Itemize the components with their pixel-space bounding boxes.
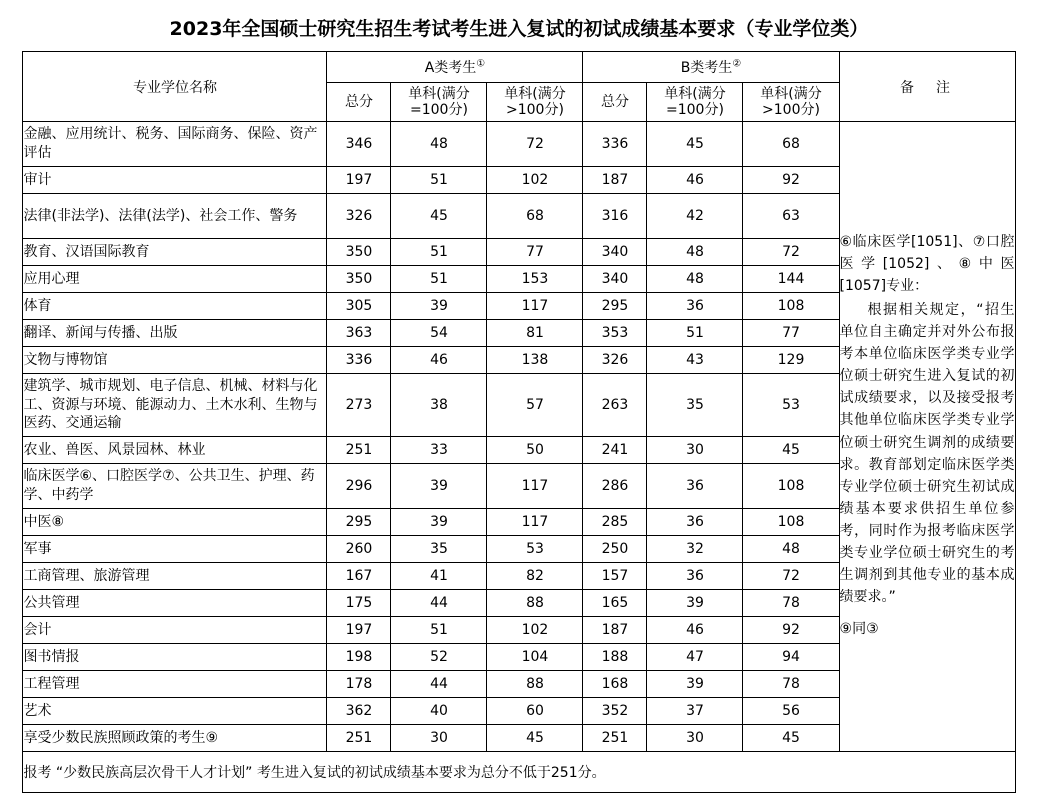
header-a-sub-eq100 xyxy=(391,83,487,122)
header-a-sub-gt100-line2: >100分) xyxy=(506,102,564,118)
row-value-b-total: 352 xyxy=(583,698,647,725)
row-value-a-gt: 104 xyxy=(487,644,583,671)
score-requirements-table xyxy=(22,51,1015,793)
note-cell xyxy=(839,122,1015,752)
row-value-b-eq: 30 xyxy=(647,725,743,752)
row-value-a-total: 363 xyxy=(327,320,391,347)
row-value-b-gt: 56 xyxy=(743,698,839,725)
row-value-b-gt: 92 xyxy=(743,167,839,194)
row-value-a-gt: 88 xyxy=(487,671,583,698)
row-value-b-total: 250 xyxy=(583,536,647,563)
header-group-a xyxy=(327,52,583,83)
row-value-a-total: 198 xyxy=(327,644,391,671)
row-major-name: 文物与博物馆 xyxy=(23,347,327,374)
row-value-a-gt: 153 xyxy=(487,266,583,293)
row-value-a-gt: 88 xyxy=(487,590,583,617)
row-value-a-eq: 44 xyxy=(391,671,487,698)
row-value-a-total: 305 xyxy=(327,293,391,320)
row-value-a-eq: 38 xyxy=(391,374,487,437)
row-value-b-eq: 46 xyxy=(647,167,743,194)
row-value-b-eq: 39 xyxy=(647,590,743,617)
row-value-a-gt: 45 xyxy=(487,725,583,752)
header-b-sub-eq100 xyxy=(647,83,743,122)
row-value-b-eq: 37 xyxy=(647,698,743,725)
row-value-b-gt: 108 xyxy=(743,464,839,509)
row-value-b-gt: 108 xyxy=(743,293,839,320)
row-value-b-total: 340 xyxy=(583,266,647,293)
header-a-sub-eq100-line1: 单科(满分 xyxy=(408,85,470,102)
row-value-b-gt: 77 xyxy=(743,320,839,347)
row-value-b-eq: 36 xyxy=(647,464,743,509)
row-value-b-total: 157 xyxy=(583,563,647,590)
row-value-a-eq: 51 xyxy=(391,266,487,293)
row-value-a-eq: 39 xyxy=(391,509,487,536)
row-value-b-eq: 42 xyxy=(647,194,743,239)
row-major-name: 审计 xyxy=(23,167,327,194)
row-value-b-gt: 129 xyxy=(743,347,839,374)
row-value-b-eq: 39 xyxy=(647,671,743,698)
row-value-b-gt: 78 xyxy=(743,671,839,698)
row-major-name: 艺术 xyxy=(23,698,327,725)
header-major-name: 专业学位名称 xyxy=(23,52,327,122)
row-value-b-gt: 78 xyxy=(743,590,839,617)
row-major-name: 体育 xyxy=(23,293,327,320)
header-group-b-sup: ② xyxy=(732,58,742,70)
row-value-a-gt: 81 xyxy=(487,320,583,347)
row-value-a-eq: 30 xyxy=(391,725,487,752)
row-value-a-eq: 39 xyxy=(391,464,487,509)
row-value-a-total: 178 xyxy=(327,671,391,698)
row-value-a-eq: 45 xyxy=(391,194,487,239)
row-major-name: 工商管理、旅游管理 xyxy=(23,563,327,590)
row-value-b-eq: 51 xyxy=(647,320,743,347)
row-value-a-gt: 50 xyxy=(487,437,583,464)
note-paragraph: 根据相关规定，“招生单位自主确定并对外公布报考本单位临床医学类专业学位硕士研究生进入复试的初试成绩要求，以及接受报考其他单位临床医学类专业学位硕士研究生调剂的成绩要求。教育部划定临床医学类专业学位硕士研究生初试成绩基本要求供招生单位参考，同时作为报考临床医学类专业学位硕士研究生的考生调剂到其他专业的基本成绩要求。” xyxy=(839,301,1015,606)
row-value-b-total: 340 xyxy=(583,239,647,266)
row-value-a-total: 260 xyxy=(327,536,391,563)
row-value-a-total: 336 xyxy=(327,347,391,374)
header-group-b xyxy=(583,52,839,83)
header-b-sub-eq100-line2: =100分) xyxy=(666,102,724,118)
row-value-b-eq: 36 xyxy=(647,293,743,320)
row-value-a-eq: 54 xyxy=(391,320,487,347)
table-footer-row xyxy=(23,752,1015,793)
table-body xyxy=(23,122,1015,793)
row-value-b-eq: 48 xyxy=(647,239,743,266)
row-value-b-gt: 45 xyxy=(743,725,839,752)
row-value-b-total: 241 xyxy=(583,437,647,464)
row-value-a-total: 175 xyxy=(327,590,391,617)
row-value-b-gt: 68 xyxy=(743,122,839,167)
row-value-a-total: 346 xyxy=(327,122,391,167)
row-value-a-eq: 51 xyxy=(391,617,487,644)
header-group-a-label: A类考生 xyxy=(424,60,477,76)
row-value-a-eq: 44 xyxy=(391,590,487,617)
row-value-b-eq: 35 xyxy=(647,374,743,437)
row-value-a-eq: 41 xyxy=(391,563,487,590)
table-header xyxy=(23,52,1015,122)
header-group-b-label: B类考生 xyxy=(680,60,733,76)
row-major-name: 教育、汉语国际教育 xyxy=(23,239,327,266)
row-major-name: 应用心理 xyxy=(23,266,327,293)
row-value-a-gt: 72 xyxy=(487,122,583,167)
row-value-a-gt: 117 xyxy=(487,293,583,320)
header-b-sub-gt100-line2: >100分) xyxy=(762,102,820,118)
table-header-row-1 xyxy=(23,52,1015,83)
header-b-total: 总分 xyxy=(583,83,647,122)
row-value-b-total: 285 xyxy=(583,509,647,536)
row-value-a-eq: 51 xyxy=(391,167,487,194)
row-value-b-gt: 63 xyxy=(743,194,839,239)
row-major-name: 金融、应用统计、税务、国际商务、保险、资产评估 xyxy=(23,122,327,167)
row-value-b-total: 286 xyxy=(583,464,647,509)
row-value-b-eq: 32 xyxy=(647,536,743,563)
header-a-sub-gt100 xyxy=(487,83,583,122)
row-major-name: 翻译、新闻与传播、出版 xyxy=(23,320,327,347)
table-row xyxy=(23,122,1015,167)
row-value-a-total: 167 xyxy=(327,563,391,590)
row-value-a-total: 296 xyxy=(327,464,391,509)
row-value-a-total: 362 xyxy=(327,698,391,725)
row-major-name: 享受少数民族照顾政策的考生⑨ xyxy=(23,725,327,752)
row-value-a-eq: 39 xyxy=(391,293,487,320)
row-value-b-gt: 53 xyxy=(743,374,839,437)
row-major-name: 图书情报 xyxy=(23,644,327,671)
header-a-total: 总分 xyxy=(327,83,391,122)
row-value-b-total: 336 xyxy=(583,122,647,167)
row-major-name: 法律(非法学)、法律(法学)、社会工作、警务 xyxy=(23,194,327,239)
row-major-name: 公共管理 xyxy=(23,590,327,617)
row-major-name: 军事 xyxy=(23,536,327,563)
row-major-name: 农业、兽医、风景园林、林业 xyxy=(23,437,327,464)
row-value-b-eq: 43 xyxy=(647,347,743,374)
row-value-b-gt: 108 xyxy=(743,509,839,536)
row-major-name: 临床医学⑥、口腔医学⑦、公共卫生、护理、药学、中药学 xyxy=(23,464,327,509)
row-value-a-total: 273 xyxy=(327,374,391,437)
page-title: 2023年全国硕士研究生招生考试考生进入复试的初试成绩基本要求（专业学位类） xyxy=(169,18,869,40)
row-value-a-total: 251 xyxy=(327,437,391,464)
header-b-sub-gt100-line1: 单科(满分 xyxy=(760,85,822,102)
row-value-b-eq: 36 xyxy=(647,563,743,590)
row-value-a-eq: 46 xyxy=(391,347,487,374)
row-value-b-eq: 30 xyxy=(647,437,743,464)
row-value-a-total: 197 xyxy=(327,617,391,644)
row-value-b-total: 251 xyxy=(583,725,647,752)
footer-note: 报考 “少数民族高层次骨干人才计划” 考生进入复试的初试成绩基本要求为总分不低于251分。 xyxy=(23,752,1015,793)
row-value-a-gt: 53 xyxy=(487,536,583,563)
row-value-a-total: 295 xyxy=(327,509,391,536)
row-value-b-gt: 94 xyxy=(743,644,839,671)
row-value-b-gt: 72 xyxy=(743,563,839,590)
row-value-b-total: 165 xyxy=(583,590,647,617)
row-major-name: 工程管理 xyxy=(23,671,327,698)
row-value-b-total: 353 xyxy=(583,320,647,347)
header-b-sub-eq100-line1: 单科(满分 xyxy=(664,85,726,102)
row-value-b-total: 187 xyxy=(583,617,647,644)
header-a-sub-eq100-line2: =100分) xyxy=(410,102,468,118)
row-value-b-total: 316 xyxy=(583,194,647,239)
row-value-a-gt: 68 xyxy=(487,194,583,239)
row-value-b-total: 188 xyxy=(583,644,647,671)
row-value-a-gt: 102 xyxy=(487,167,583,194)
row-value-b-eq: 45 xyxy=(647,122,743,167)
row-value-a-gt: 57 xyxy=(487,374,583,437)
row-value-a-gt: 82 xyxy=(487,563,583,590)
row-value-a-total: 350 xyxy=(327,266,391,293)
row-value-b-total: 263 xyxy=(583,374,647,437)
row-value-a-eq: 33 xyxy=(391,437,487,464)
row-value-a-gt: 77 xyxy=(487,239,583,266)
row-value-a-eq: 35 xyxy=(391,536,487,563)
header-note: 备 注 xyxy=(839,52,1015,122)
row-value-b-gt: 48 xyxy=(743,536,839,563)
row-value-a-gt: 117 xyxy=(487,464,583,509)
row-value-b-eq: 47 xyxy=(647,644,743,671)
row-value-a-eq: 51 xyxy=(391,239,487,266)
header-b-sub-gt100 xyxy=(743,83,839,122)
row-value-a-total: 251 xyxy=(327,725,391,752)
note-line-1: ⑥临床医学[1051]、⑦口腔医学[1052]、⑧中医[1057]专业： xyxy=(839,233,1015,294)
row-value-b-eq: 36 xyxy=(647,509,743,536)
row-value-a-total: 197 xyxy=(327,167,391,194)
row-value-b-gt: 72 xyxy=(743,239,839,266)
row-value-b-eq: 48 xyxy=(647,266,743,293)
row-major-name: 建筑学、城市规划、电子信息、机械、材料与化工、资源与环境、能源动力、土木水利、生物与医药、交通运输 xyxy=(23,374,327,437)
row-value-a-gt: 60 xyxy=(487,698,583,725)
row-value-b-total: 326 xyxy=(583,347,647,374)
row-value-a-total: 350 xyxy=(327,239,391,266)
header-group-a-sup: ① xyxy=(476,58,486,70)
row-major-name: 会计 xyxy=(23,617,327,644)
row-value-b-eq: 46 xyxy=(647,617,743,644)
note-line-2: ⑨同③ xyxy=(839,621,879,638)
row-value-b-gt: 144 xyxy=(743,266,839,293)
row-major-name: 中医⑧ xyxy=(23,509,327,536)
row-value-a-gt: 117 xyxy=(487,509,583,536)
row-value-a-gt: 138 xyxy=(487,347,583,374)
row-value-b-gt: 92 xyxy=(743,617,839,644)
row-value-a-total: 326 xyxy=(327,194,391,239)
row-value-b-total: 295 xyxy=(583,293,647,320)
row-value-b-gt: 45 xyxy=(743,437,839,464)
row-value-b-total: 187 xyxy=(583,167,647,194)
row-value-a-gt: 102 xyxy=(487,617,583,644)
row-value-a-eq: 52 xyxy=(391,644,487,671)
header-a-sub-gt100-line1: 单科(满分 xyxy=(504,85,566,102)
row-value-a-eq: 48 xyxy=(391,122,487,167)
row-value-b-total: 168 xyxy=(583,671,647,698)
row-value-a-eq: 40 xyxy=(391,698,487,725)
